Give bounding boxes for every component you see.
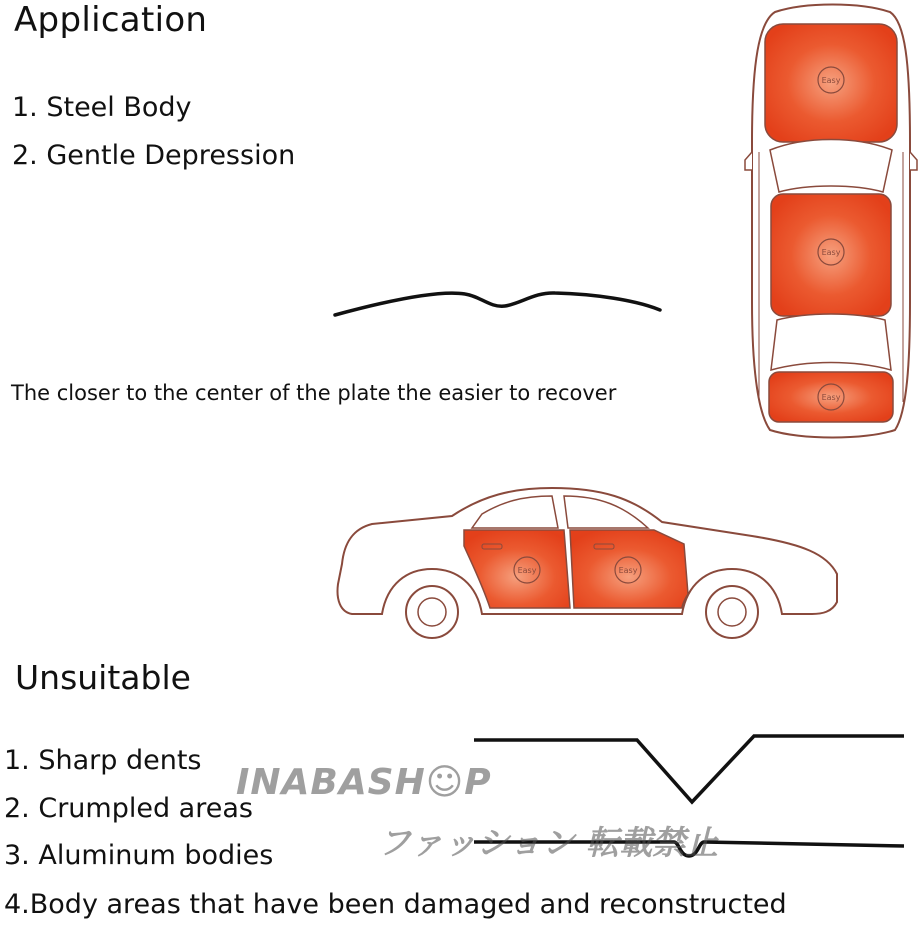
- easy-label: Easy: [821, 76, 841, 85]
- unsuitable-item-aluminum-bodies: 3. Aluminum bodies: [4, 840, 274, 871]
- application-item-gentle-depression: 2. Gentle Depression: [12, 140, 296, 171]
- car-side-view-illustration: [332, 484, 842, 644]
- sharp-dent-line: [474, 732, 914, 812]
- unsuitable-item-reconstructed-areas: 4.Body areas that have been damaged and reconstructed: [4, 889, 787, 920]
- unsuitable-item-crumpled-areas: 2. Crumpled areas: [4, 793, 253, 824]
- smiley-icon: ☺: [425, 762, 465, 803]
- application-title: Application: [14, 0, 208, 40]
- easy-label: Easy: [821, 248, 841, 257]
- recovery-note: The closer to the center of the plate the easier to recover: [11, 381, 617, 405]
- easy-label: Easy: [821, 393, 841, 402]
- easy-label: Easy: [517, 566, 537, 575]
- unsuitable-item-sharp-dents: 1. Sharp dents: [4, 745, 202, 776]
- watermark-shop-name: INABASH☺P: [236, 762, 492, 803]
- car-top-view-illustration: [745, 2, 917, 442]
- watermark-notice: ファッション 転載禁止: [378, 823, 719, 862]
- easy-label: Easy: [618, 566, 638, 575]
- gentle-depression-curve: [330, 282, 670, 322]
- application-item-steel-body: 1. Steel Body: [12, 92, 192, 123]
- unsuitable-title: Unsuitable: [15, 658, 191, 697]
